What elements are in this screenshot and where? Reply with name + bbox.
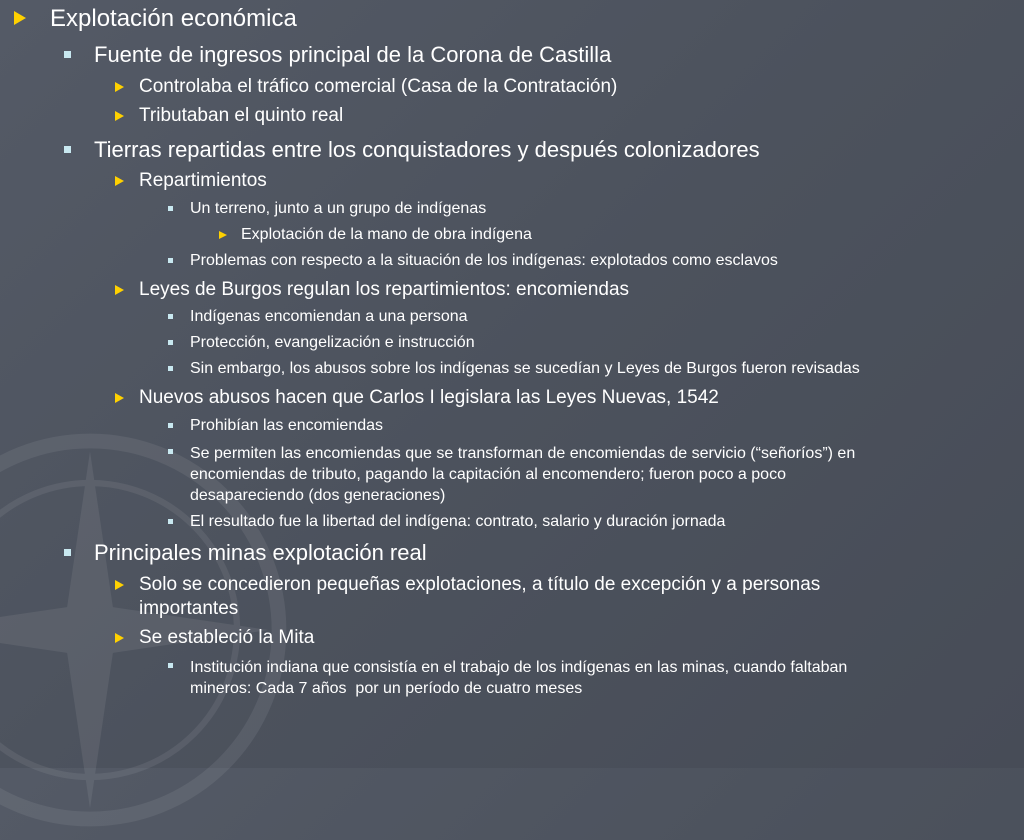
bullet-b2-3-3: El resultado fue la libertad del indígena: contrato, salario y duración jornada (190, 513, 725, 531)
bullet-b3-1: Solo se concedieron pequeñas explotaciones, a título de excepción y a personas importantes (139, 573, 820, 621)
square-bullet-icon (64, 51, 71, 58)
square-bullet-icon (64, 549, 71, 556)
arrow-bullet-icon (115, 633, 124, 643)
bullet-b2-1-1: Un terreno, junto a un grupo de indígenas (190, 200, 486, 218)
bullet-b2: Tierras repartidas entre los conquistadores y después colonizadores (94, 137, 760, 163)
bullet-b1-2: Tributaban el quinto real (139, 105, 343, 127)
bullet-b2-2-2: Protección, evangelización e instrucción (190, 334, 475, 352)
bullet-b2-3-1: Prohibían las encomiendas (190, 417, 383, 435)
square-bullet-icon (168, 366, 173, 371)
arrow-bullet-icon (115, 393, 124, 403)
square-bullet-icon (168, 314, 173, 319)
arrow-bullet-icon (115, 111, 124, 121)
square-bullet-icon (168, 206, 173, 211)
slide-title (50, 5, 297, 33)
title-text: Explotación económica (50, 5, 297, 32)
square-bullet-icon (64, 146, 71, 153)
bullet-b2-3: Nuevos abusos hacen que Carlos I legislara las Leyes Nuevas, 1542 (139, 387, 719, 409)
square-bullet-icon (168, 449, 173, 454)
square-bullet-icon (168, 519, 173, 524)
square-bullet-icon (168, 258, 173, 263)
bullet-b1: Fuente de ingresos principal de la Corona de Castilla (94, 42, 611, 68)
square-bullet-icon (168, 423, 173, 428)
arrow-bullet-icon (115, 176, 124, 186)
bullet-b2-2-1: Indígenas encomiendan a una persona (190, 308, 468, 326)
arrow-bullet-icon (115, 82, 124, 92)
bullet-b2-1-1-1: Explotación de la mano de obra indígena (241, 226, 532, 244)
bullet-b3-2: Se estableció la Mita (139, 627, 314, 649)
bullet-b2-3-2: Se permiten las encomiendas que se transforman de encomiendas de servicio (“señoríos”) en encomiendas de tributo, pagando la capitación al encomendero; fueron poco a poco desapareciendo (dos generaciones) (190, 443, 855, 506)
arrow-bullet-icon (115, 580, 124, 590)
arrow-bullet-icon (115, 285, 124, 295)
bullet-b3: Principales minas explotación real (94, 540, 427, 566)
bullet-b1-1: Controlaba el tráfico comercial (Casa de la Contratación) (139, 76, 617, 98)
square-bullet-icon (168, 340, 173, 345)
arrow-bullet-icon (219, 231, 227, 239)
bullet-b2-1-2: Problemas con respecto a la situación de los indígenas: explotados como esclavos (190, 252, 778, 270)
bullet-b2-1: Repartimientos (139, 170, 267, 192)
square-bullet-icon (168, 663, 173, 668)
bullet-b3-2-1: Institución indiana que consistía en el trabajo de los indígenas en las minas, cuando faltaban mineros: Cada 7 años por un período de cuatro meses (190, 657, 847, 699)
arrow-bullet-icon (14, 11, 26, 25)
bullet-b2-2: Leyes de Burgos regulan los repartimientos: encomiendas (139, 279, 629, 301)
bullet-b2-2-3: Sin embargo, los abusos sobre los indígenas se sucedían y Leyes de Burgos fueron revisadas (190, 360, 860, 378)
